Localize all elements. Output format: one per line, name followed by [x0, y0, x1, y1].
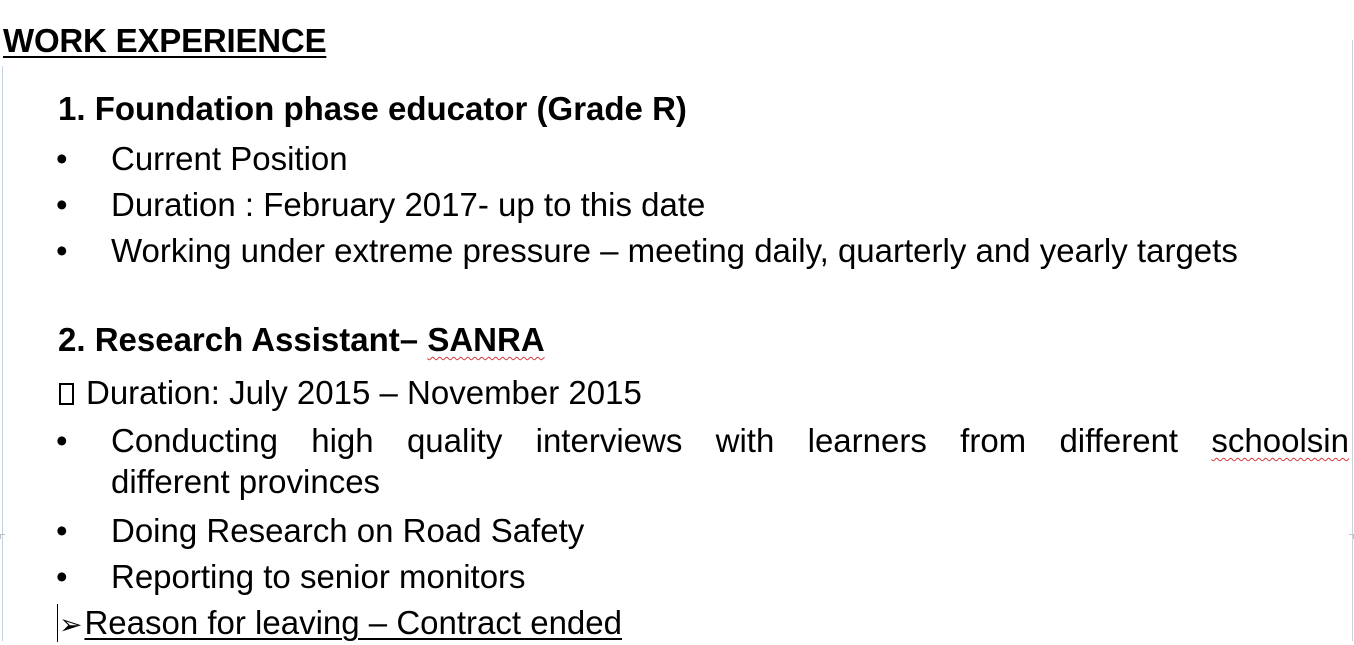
text-cursor: [57, 604, 58, 642]
missing-glyph-box-icon: [59, 383, 74, 405]
bullet-icon: •: [56, 140, 68, 177]
job-duration[interactable]: [59, 372, 642, 413]
list-item-text: [111, 420, 1349, 502]
word: different: [1059, 422, 1179, 459]
word: interviews: [535, 422, 683, 459]
section-heading[interactable]: WORK EXPERIENCE: [3, 22, 327, 59]
reason-text: Reason for leaving – Contract ended: [84, 604, 622, 641]
job-title-prefix: 2. Research Assistant–: [58, 321, 428, 358]
list-item-text: Doing Research on Road Safety: [111, 512, 585, 549]
reason-for-leaving[interactable]: [57, 602, 622, 645]
word: quality: [406, 422, 503, 459]
bullet-icon: •: [56, 186, 68, 223]
list-item-text: Current Position: [111, 140, 348, 177]
word: from: [960, 422, 1027, 459]
list-item-text: Working under extreme pressure – meeting daily, quarterly and yearly targets: [111, 232, 1238, 269]
bullet-icon: •: [56, 512, 68, 549]
bullet-icon: •: [56, 422, 68, 459]
list-item-continuation: different provinces: [111, 463, 381, 500]
job-title-2[interactable]: [58, 321, 545, 359]
list-item-text: Reporting to senior monitors: [111, 558, 526, 595]
right-corner-mark: [1349, 534, 1354, 539]
job-title-1[interactable]: 1. Foundation phase educator (Grade R): [58, 90, 687, 127]
spellcheck-flagged-word[interactable]: schoolsin: [1211, 422, 1349, 459]
word: learners: [807, 422, 927, 459]
left-corner-mark: [0, 534, 5, 539]
bullet-icon: •: [56, 232, 68, 269]
justified-line: [111, 420, 1349, 461]
right-margin-guide: [1352, 40, 1353, 641]
spellcheck-flagged-word[interactable]: SANRA: [427, 321, 545, 358]
word: high: [311, 422, 374, 459]
word: Conducting: [111, 422, 278, 459]
left-margin-guide: [2, 66, 3, 641]
arrow-bullet-icon: ➢: [59, 609, 83, 640]
bullet-icon: •: [56, 558, 68, 595]
job-duration-text: Duration: July 2015 – November 2015: [86, 374, 642, 411]
word: with: [715, 422, 775, 459]
list-item-text: Duration : February 2017- up to this date: [111, 186, 706, 223]
